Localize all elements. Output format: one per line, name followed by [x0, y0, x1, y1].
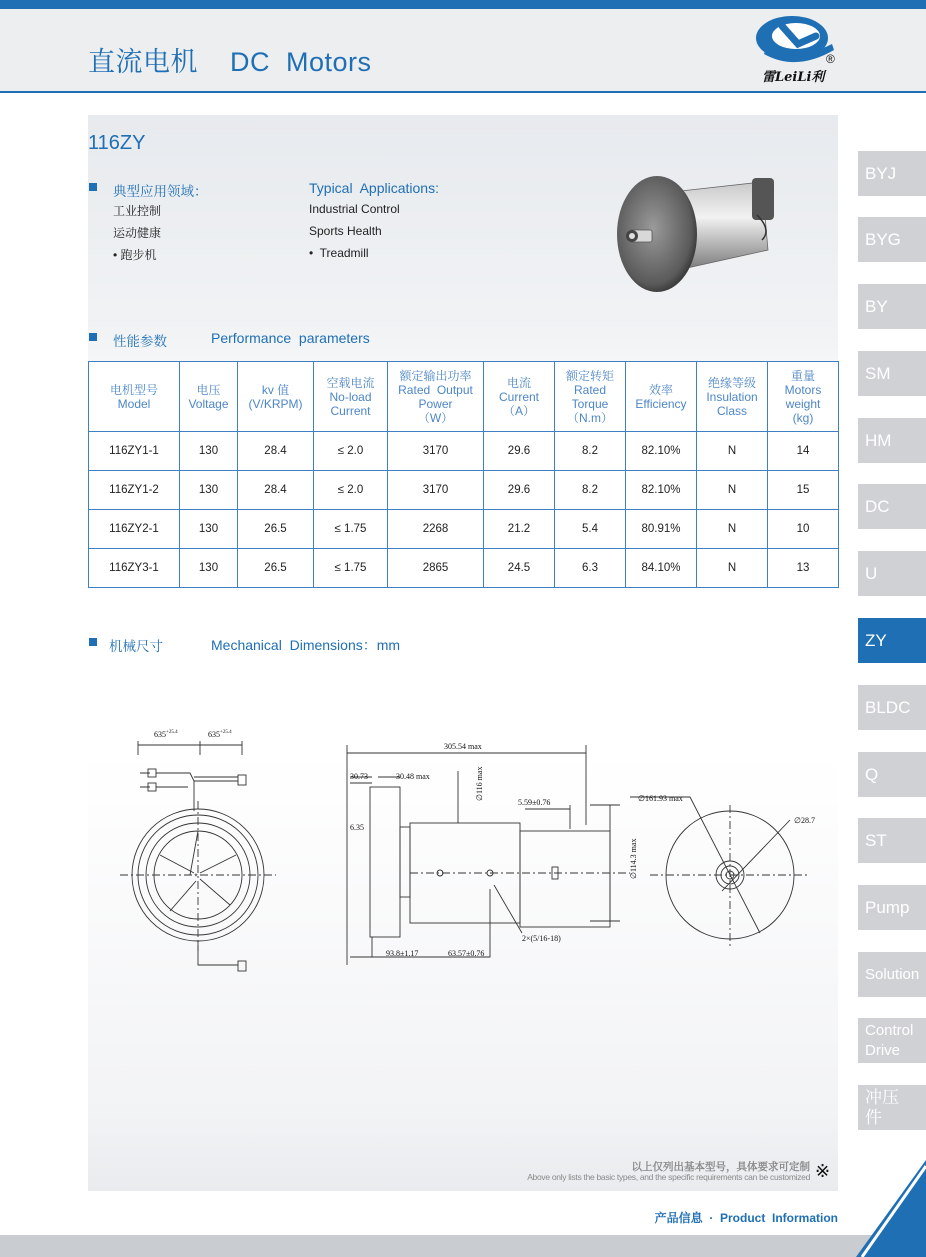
cell-rated-torque: 5.4	[555, 510, 626, 549]
dim-overall: 305.54 max	[444, 742, 482, 751]
model-title: 116ZY	[88, 132, 146, 154]
cell-kv: 28.4	[238, 432, 314, 471]
page-title	[88, 40, 372, 79]
cell-model: 116ZY1-2	[89, 471, 180, 510]
cell-insulation: N	[697, 549, 768, 588]
tab-sm[interactable]: SM	[858, 351, 926, 396]
dim-d: 6.35	[350, 823, 364, 832]
note-cn: 以上仅列出基本型号，具体要求可定制	[631, 1161, 810, 1173]
note-mark: ※	[815, 1161, 831, 1181]
bottom-bar	[0, 1235, 926, 1257]
header-kv: kv 值 (V/KRPM)	[238, 362, 314, 432]
application-cn-1: 工业控制	[113, 204, 162, 218]
application-en-2: Sports Health	[309, 224, 382, 238]
svg-text:+: +	[194, 871, 198, 879]
footer-separator: ·	[702, 1211, 720, 1225]
cell-rated-power: 2865	[388, 549, 484, 588]
cell-insulation: N	[697, 432, 768, 471]
cell-rated-power: 3170	[388, 432, 484, 471]
tab-zy[interactable]: ZY	[858, 618, 926, 663]
header-line	[0, 91, 926, 93]
tab-u[interactable]: U	[858, 551, 926, 596]
cell-kv: 26.5	[238, 510, 314, 549]
table-row	[89, 471, 839, 510]
dim-e: 93.8±1.17	[386, 949, 419, 958]
tab-byj[interactable]: BYJ	[858, 151, 926, 196]
section-bullet-icon	[89, 333, 97, 341]
dimensions-title-en: Mechanical Dimensions：mm	[211, 637, 401, 653]
cell-current: 29.6	[484, 471, 555, 510]
dim-f: 63.57±0.76	[448, 949, 485, 958]
tab-by[interactable]: BY	[858, 284, 926, 329]
cell-weight: 15	[768, 471, 839, 510]
tab-stamping[interactable]: 冲压件	[858, 1085, 926, 1130]
dim-dia114: ∅114.3 max	[629, 838, 638, 879]
cell-voltage: 130	[180, 471, 238, 510]
footer-en: Product Information	[720, 1211, 838, 1225]
logo-registered-mark: ®	[826, 52, 835, 66]
footer-cn: 产品信息	[654, 1211, 703, 1225]
cell-rated-torque: 8.2	[555, 432, 626, 471]
cell-current: 24.5	[484, 549, 555, 588]
dimensions-title-cn: 机械尺寸	[109, 639, 163, 654]
dim-thread: 2×(5/16-18)	[522, 934, 561, 943]
tab-bldc[interactable]: BLDC	[858, 685, 926, 730]
header-insulation: 绝缘等级 Insulation Class	[697, 362, 768, 432]
cell-kv: 26.5	[238, 549, 314, 588]
cell-rated-torque: 8.2	[555, 471, 626, 510]
cell-kv: 28.4	[238, 471, 314, 510]
cell-noload-current: ≤ 1.75	[314, 510, 388, 549]
tab-q[interactable]: Q	[858, 752, 926, 797]
cell-voltage: 130	[180, 432, 238, 471]
table-header-row	[89, 362, 839, 432]
header-rated-torque: 额定转矩 Rated Torque （N.m）	[555, 362, 626, 432]
cell-rated-power: 2268	[388, 510, 484, 549]
motor-photo	[612, 170, 782, 298]
cell-noload-current: ≤ 2.0	[314, 432, 388, 471]
tab-hm[interactable]: HM	[858, 418, 926, 463]
tab-control-drive[interactable]: Control Drive	[858, 1018, 926, 1063]
title-cn: 直流电机	[88, 47, 198, 77]
cell-model: 116ZY1-1	[89, 432, 180, 471]
cell-noload-current: ≤ 1.75	[314, 549, 388, 588]
cell-efficiency: 82.10%	[626, 471, 697, 510]
section-bullet-icon	[89, 638, 97, 646]
dim-dia116: ∅116 max	[475, 766, 484, 801]
tab-st[interactable]: ST	[858, 818, 926, 863]
header-noload-current: 空载电流 No-load Current	[314, 362, 388, 432]
dim-b: 30.48 max	[396, 772, 430, 781]
applications-title-en: Typical Applications:	[309, 180, 439, 196]
cell-rated-torque: 6.3	[555, 549, 626, 588]
application-en-1: Industrial Control	[309, 202, 400, 216]
cell-rated-power: 3170	[388, 471, 484, 510]
footer-text	[600, 1209, 838, 1226]
cell-efficiency: 84.10%	[626, 549, 697, 588]
header-efficiency: 效率 Efficiency	[626, 362, 697, 432]
cell-efficiency: 82.10%	[626, 432, 697, 471]
cell-voltage: 130	[180, 549, 238, 588]
cell-current: 29.6	[484, 432, 555, 471]
mechanical-drawing	[110, 715, 830, 985]
header-current: 电流 Current （A）	[484, 362, 555, 432]
cell-efficiency: 80.91%	[626, 510, 697, 549]
application-cn-3: • 跑步机	[113, 248, 157, 262]
header-voltage: 电压 Voltage	[180, 362, 238, 432]
table-row	[89, 432, 839, 471]
cell-noload-current: ≤ 2.0	[314, 471, 388, 510]
logo-text: 雷LeiLi利	[762, 70, 825, 85]
cell-weight: 13	[768, 549, 839, 588]
cell-insulation: N	[697, 471, 768, 510]
corner-decoration	[856, 1160, 926, 1257]
performance-title-cn: 性能参数	[113, 334, 167, 349]
tab-pump[interactable]: Pump	[858, 885, 926, 930]
tab-solution[interactable]: Solution	[858, 952, 926, 997]
top-stripe	[0, 0, 926, 9]
rear-view	[630, 797, 810, 947]
cell-insulation: N	[697, 510, 768, 549]
tab-byg[interactable]: BYG	[858, 217, 926, 262]
dim-a: 30.73	[350, 772, 368, 781]
cell-weight: 10	[768, 510, 839, 549]
section-bullet-icon	[89, 183, 97, 191]
side-view	[347, 745, 630, 965]
application-en-3: • Treadmill	[309, 246, 369, 260]
dim-dia161: ∅161.93 max	[638, 794, 683, 803]
table-row	[89, 510, 839, 549]
performance-title-en: Performance parameters	[211, 330, 370, 346]
tab-dc[interactable]: DC	[858, 484, 926, 529]
front-view	[120, 741, 276, 971]
table-row	[89, 549, 839, 588]
performance-table	[88, 361, 839, 588]
header-rated-power: 额定输出功率 Rated Output Power （W）	[388, 362, 484, 432]
header-weight: 重量 Motors weight (kg)	[768, 362, 839, 432]
dim-c: 5.59±0.76	[518, 798, 551, 807]
dim-label-d2: $635^{+25.4}$	[208, 730, 232, 739]
applications-title-cn: 典型应用领域：	[113, 184, 208, 199]
header-model: 电机型号 Model	[89, 362, 180, 432]
dim-label-d1: $635^{+25.4}$	[154, 730, 178, 739]
title-en: DC Motors	[230, 47, 372, 77]
application-cn-2: 运动健康	[113, 226, 162, 240]
note-en: Above only lists the basic types, and the specific requirements can be customized	[527, 1172, 810, 1182]
cell-model: 116ZY3-1	[89, 549, 180, 588]
cell-current: 21.2	[484, 510, 555, 549]
dim-dia28: ∅28.7	[794, 816, 815, 825]
cell-weight: 14	[768, 432, 839, 471]
cell-voltage: 130	[180, 510, 238, 549]
cell-model: 116ZY2-1	[89, 510, 180, 549]
